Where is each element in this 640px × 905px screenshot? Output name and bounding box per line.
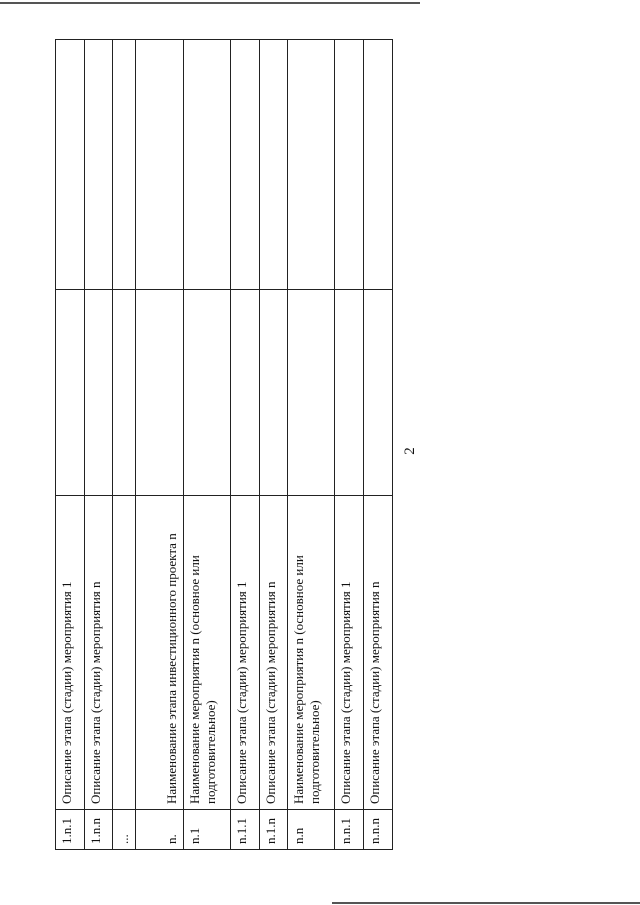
row-number: n.1.n	[259, 810, 287, 850]
empty-cell	[136, 40, 184, 290]
empty-cell	[113, 40, 136, 290]
table-row	[113, 40, 136, 850]
empty-cell	[184, 290, 231, 496]
empty-cell	[231, 290, 259, 496]
table-row	[259, 40, 287, 850]
row-description: Описание этапа (стадии) мероприятия 1	[231, 496, 259, 810]
table-row	[287, 40, 334, 850]
scan-edge-top	[0, 2, 420, 4]
row-description	[113, 496, 136, 810]
empty-cell	[287, 40, 334, 290]
empty-cell	[184, 40, 231, 290]
row-number: n.1.1	[231, 810, 259, 850]
table-row	[184, 40, 231, 850]
table-row	[85, 40, 113, 850]
table-row	[363, 40, 392, 850]
row-description: Описание этапа (стадии) мероприятия 1	[56, 496, 85, 810]
row-number: n.n.1	[334, 810, 363, 850]
row-number: 1.n.n	[85, 810, 113, 850]
row-description: Описание этапа (стадии) мероприятия n	[85, 496, 113, 810]
row-description: Описание этапа (стадии) мероприятия n	[259, 496, 287, 810]
row-description: Наименование мероприятия n (основное или подготовительное)	[184, 496, 231, 810]
table-row	[56, 40, 85, 850]
row-number: 1.n.1	[56, 810, 85, 850]
row-description: Наименование мероприятия n (основное или подготовительное)	[287, 496, 334, 810]
document-table	[55, 39, 393, 850]
empty-cell	[259, 40, 287, 290]
empty-cell	[363, 290, 392, 496]
row-number: n.n.n	[363, 810, 392, 850]
empty-cell	[85, 290, 113, 496]
row-description: Описание этапа (стадии) мероприятия 1	[334, 496, 363, 810]
document-table-container	[55, 40, 393, 850]
empty-cell	[56, 40, 85, 290]
empty-cell	[259, 290, 287, 496]
empty-cell	[334, 290, 363, 496]
empty-cell	[287, 290, 334, 496]
row-number: n.n	[287, 810, 334, 850]
scan-edge-bottom	[332, 902, 640, 904]
row-description: Наименование этапа инвестиционного проекта n	[136, 496, 184, 810]
empty-cell	[334, 40, 363, 290]
table-row	[231, 40, 259, 850]
table-row	[334, 40, 363, 850]
empty-cell	[136, 290, 184, 496]
row-description: Описание этапа (стадии) мероприятия n	[363, 496, 392, 810]
empty-cell	[363, 40, 392, 290]
row-number: n.	[136, 810, 184, 850]
empty-cell	[113, 290, 136, 496]
empty-cell	[231, 40, 259, 290]
row-number: ...	[113, 810, 136, 850]
table-row	[136, 40, 184, 850]
row-number: n.1	[184, 810, 231, 850]
empty-cell	[85, 40, 113, 290]
page-number: 2	[402, 447, 418, 455]
empty-cell	[56, 290, 85, 496]
